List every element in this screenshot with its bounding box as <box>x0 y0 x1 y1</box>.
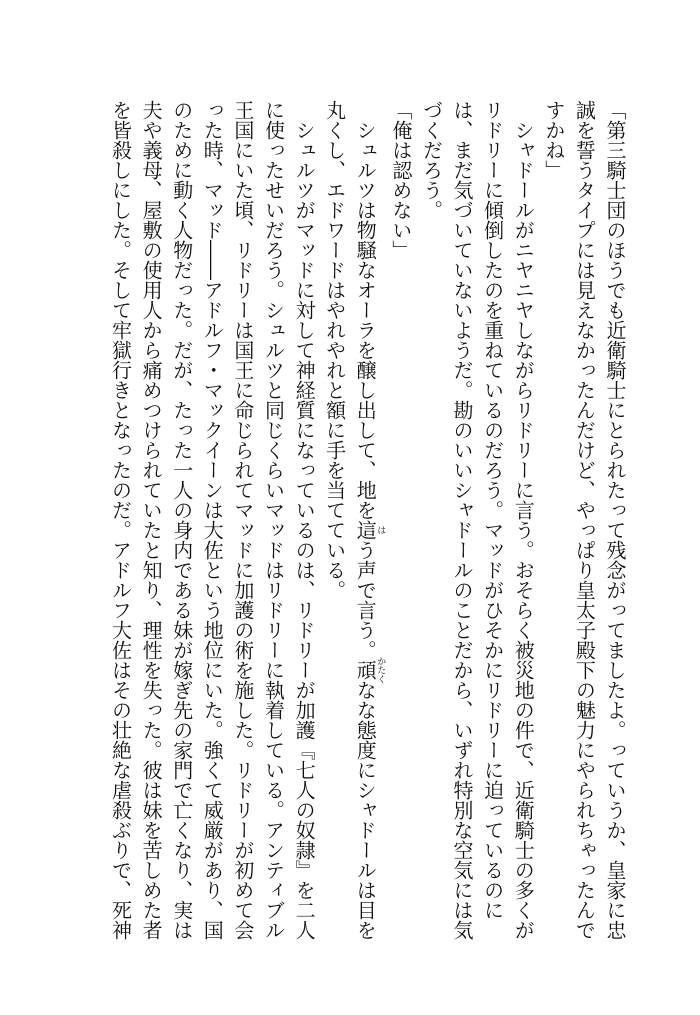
text-line-5: リドリーに傾倒したのを重ねているのだろう。マッドがひそかにリドリーに迫っているのに <box>480 100 505 920</box>
text-line-16: 夫や義母、屋敷の使用人から痛めつけられていたと知り、理性を失った。彼は妹を苦しめた者 <box>139 100 164 940</box>
text-line-17: を皆殺しにした。そして牢獄行きとなったのだ。アドルフ大佐はその壮絶な虐殺ぶりで、死神 <box>108 100 133 940</box>
text-line-10: 丸くし、エドワードはやれやれと額に手を当てている。 <box>322 100 347 600</box>
text-line-6: は、まだ気づいていないようだ。勘のいいシャドールのことだから、いずれ特別な空気には気 <box>450 100 475 940</box>
text-line-13: 王国にいた頃、リドリーは国王に命じられてマッドに加護の術を施した。リドリーが初めて会 <box>230 100 255 940</box>
text-line-11: シュルツがマッドに対して神経質になっているのは、リドリーが加護『七人の奴隷』を二人 <box>292 100 317 940</box>
ruby-annotation: 頑かたく <box>353 656 386 684</box>
text-line-3: すかね」 <box>541 100 566 180</box>
text-line-8: 「俺は認めない」 <box>388 100 413 260</box>
text-line-4: シャドールがニヤニヤしながらリドリーに言う。おそらく被災地の件で、近衛騎士の多くが <box>511 100 536 940</box>
text-line-12: に使ったせいだろう。シュルツと同じくらいマッドはリドリーに執着している。アンティブル <box>261 100 286 940</box>
text-line-14: った時、マッド――アドルフ・マックイーンは大佐という地位にいた。強くて威厳があり、国 <box>200 100 225 940</box>
text-line-7: づくだろう。 <box>419 100 444 220</box>
vertical-text-body <box>105 100 630 940</box>
text-line-15: のために動く人物だった。だが、たった一人の身内である妹が嫁ぎ先の家門で亡くなり、実は <box>169 100 194 940</box>
text-line-1: 「第三騎士団のほうでも近衛騎士にとられたって残念がってましたよ。っていうか、皇家に忠 <box>603 100 627 940</box>
text-line-2: 誠を誓うタイプには見えなかったんだけど、やっぱり皇太子殿下の魅力にやられちゃったんで <box>572 100 597 940</box>
text-line-9: シュルツは物騒なオーラを醸し出して、地を這はう声で言う。頑かたくなな態度にシャドールは目を <box>353 100 386 940</box>
ruby-annotation: 這は <box>353 520 386 540</box>
